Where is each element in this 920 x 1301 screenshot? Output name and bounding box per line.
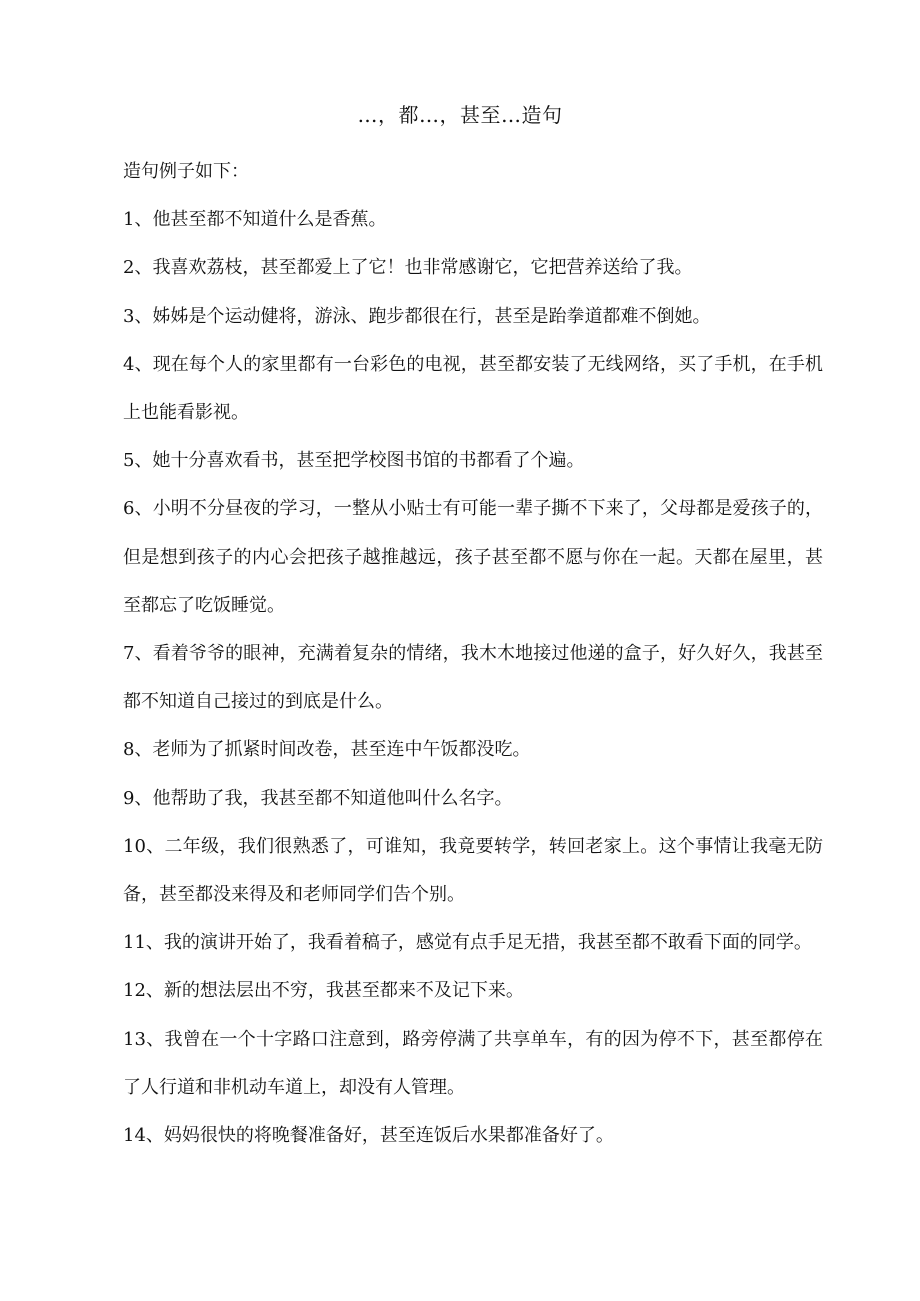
document-body (123, 148, 823, 1160)
sentence-13: 13、我曾在一个十字路口注意到，路旁停满了共享单车，有的因为停不下，甚至都停在了人行道和非机动车道上，却没有人管理。 (123, 1028, 823, 1098)
sentence-5: 5、她十分喜欢看书，甚至把学校图书馆的书都看了个遍。 (123, 450, 585, 472)
sentence-4: 4、现在每个人的家里都有一台彩色的电视，甚至都安装了无线网络，买了手机，在手机上也能看影视。 (123, 353, 823, 424)
sentence-14: 14、妈妈很快的将晚餐准备好，甚至连饭后水果都准备好了。 (123, 1125, 614, 1147)
sentence-12: 12、新的想法层出不穷，我甚至都来不及记下来。 (123, 980, 524, 1002)
sentence-9: 9、他帮助了我，我甚至都不知道他叫什么名字。 (123, 787, 513, 809)
sentence-11: 11、我的演讲开始了，我看着稿子，感觉有点手足无措，我甚至都不敢看下面的同学。 (123, 932, 812, 954)
sentence-1: 1、他甚至都不知道什么是香蕉。 (123, 209, 387, 231)
page-title: …，都…，甚至…造句 (357, 103, 563, 127)
sentence-6: 6、小明不分昼夜的学习，一整从小贴士有可能一辈子撕不下来了，父母都是爱孩子的，但是想到孩子的内心会把孩子越推越远，孩子甚至都不愿与你在一起。天都在屋里，甚至都忘了吃饭睡觉。 (123, 498, 823, 616)
sentence-7: 7、看着爷爷的眼神，充满着复杂的情绪，我木木地接过他递的盒子，好久好久，我甚至都不知道自己接过的到底是什么。 (123, 643, 823, 713)
sentence-3: 3、姊姊是个运动健将，游泳、跑步都很在行，甚至是跆拳道都难不倒她。 (123, 305, 711, 327)
sentence-2: 2、我喜欢荔枝，甚至都爱上了它！也非常感谢它，它把营养送给了我。 (123, 257, 693, 279)
intro-paragraph: 造句例子如下： (123, 161, 249, 182)
sentence-10: 10、二年级，我们很熟悉了，可谁知，我竟要转学，转回老家上。这个事情让我毫无防备，甚至都没来得及和老师同学们告个别。 (123, 835, 823, 906)
sentence-8: 8、老师为了抓紧时间改卷，甚至连中午饭都没吃。 (123, 739, 531, 761)
